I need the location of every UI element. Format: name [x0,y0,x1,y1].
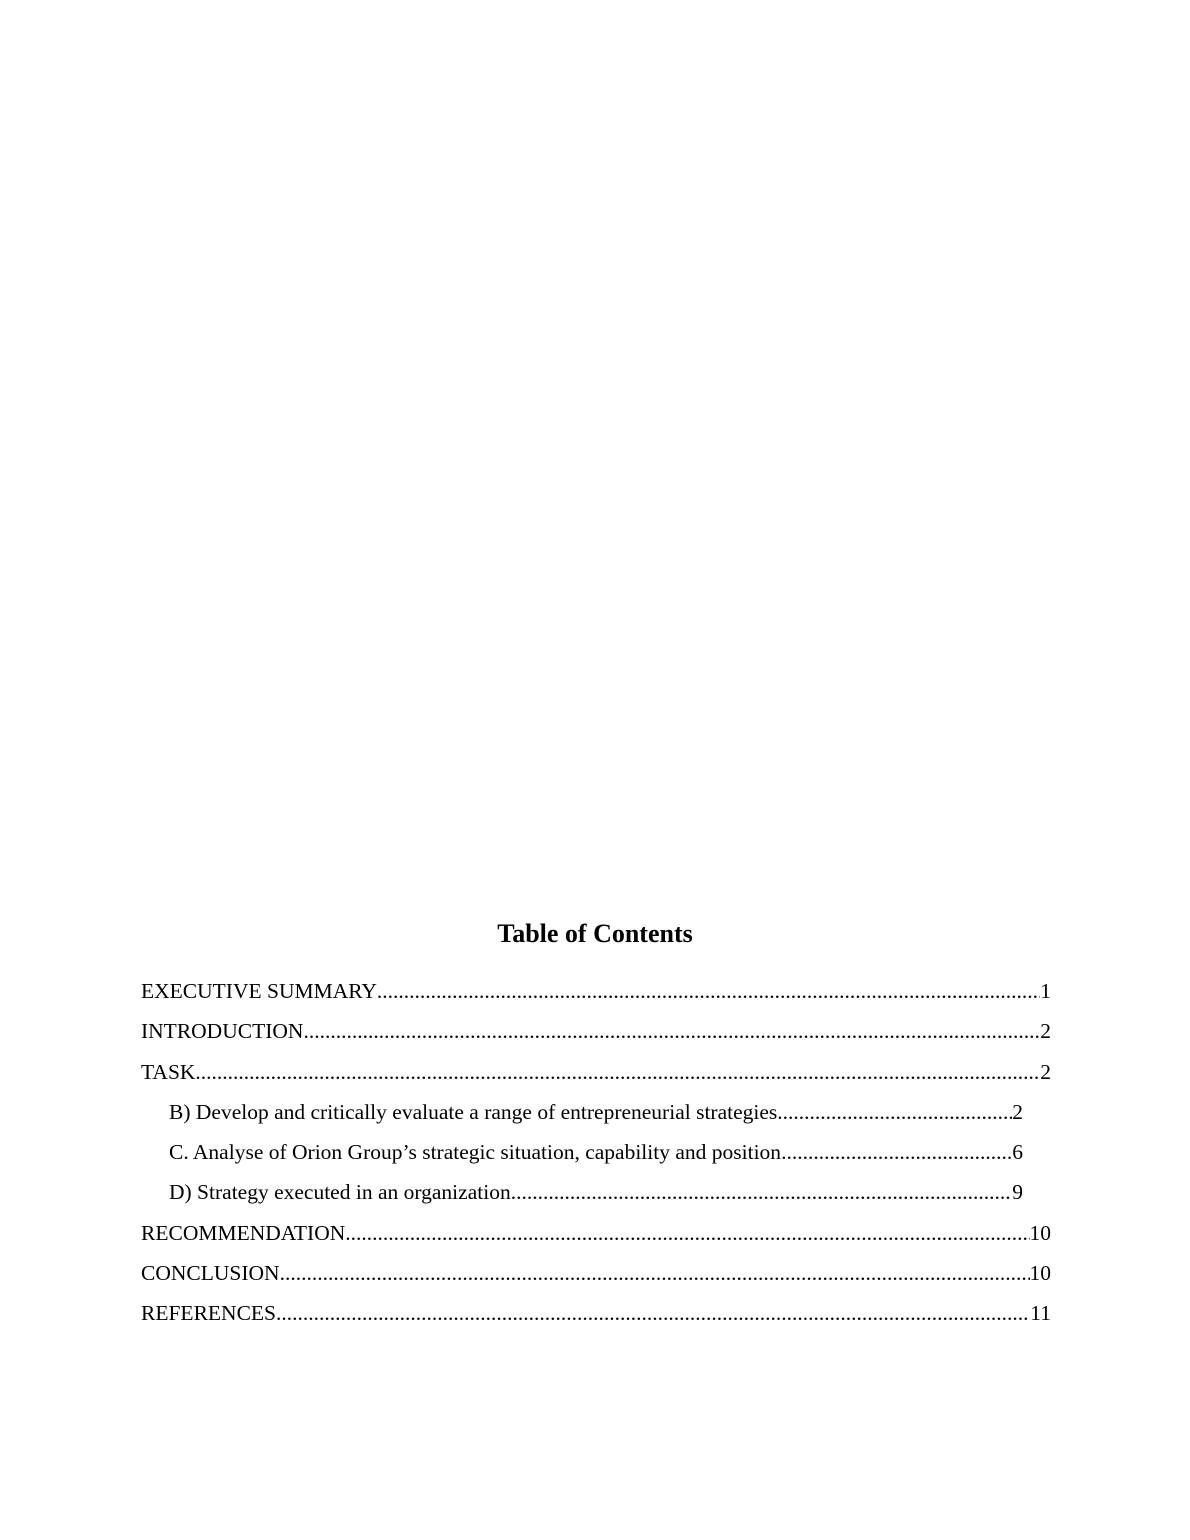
toc-entry-task-c[interactable] [141,1132,1023,1172]
toc-entry-label: REFERENCES [141,1301,276,1326]
toc-leader-dots [195,1052,1040,1092]
toc-entry-page: 2 [1040,1019,1051,1044]
toc-leader-dots [781,1132,1012,1172]
toc-entry-label: INTRODUCTION [141,1019,304,1044]
toc-entry-label: B) Develop and critically evaluate a range of entrepreneurial strategies [169,1099,778,1124]
toc-entry-label: EXECUTIVE SUMMARY [141,979,377,1003]
toc-entry-references[interactable] [141,1293,1051,1333]
toc-entry-label: TASK [141,1059,196,1084]
toc-entry-page: 10 [1029,1261,1051,1286]
toc-leader-dots [280,1253,1030,1293]
toc-leader-dots [276,1293,1030,1333]
toc-list [141,971,1051,1334]
toc-entry-label: CONCLUSION [141,1261,280,1286]
toc-entry-page: 10 [1029,1220,1051,1245]
toc-leader-dots [345,1213,1029,1253]
toc-entry-task-b[interactable] [141,1092,1023,1132]
toc-entry-task-d[interactable] [141,1172,1023,1212]
toc-entry-page: 1 [1040,979,1051,1003]
toc-leader-dots [377,971,1040,1011]
toc-leader-dots [511,1172,1013,1212]
toc-entry-label: D) Strategy executed in an organization [169,1180,511,1205]
toc-leader-dots [777,1092,1012,1132]
toc-entry-page: 2 [1040,1059,1051,1084]
toc-entry-conclusion[interactable] [141,1253,1051,1293]
toc-entry-recommendation[interactable] [141,1213,1051,1253]
toc-entry-introduction[interactable] [141,1011,1051,1051]
toc-entry-page: 6 [1012,1140,1023,1165]
toc-entry-label: C. Analyse of Orion Group’s strategic situation, capability and position [169,1140,782,1165]
toc-entry-label: RECOMMENDATION [141,1220,346,1245]
toc-entry-task[interactable] [141,1052,1051,1092]
toc-title: Table of Contents [497,919,693,948]
toc-leader-dots [303,1011,1040,1051]
toc-entry-executive-summary[interactable] [141,971,1051,1011]
toc-entry-page: 2 [1012,1099,1023,1124]
toc-entry-page: 11 [1030,1301,1051,1326]
toc-entry-page: 9 [1012,1180,1023,1205]
